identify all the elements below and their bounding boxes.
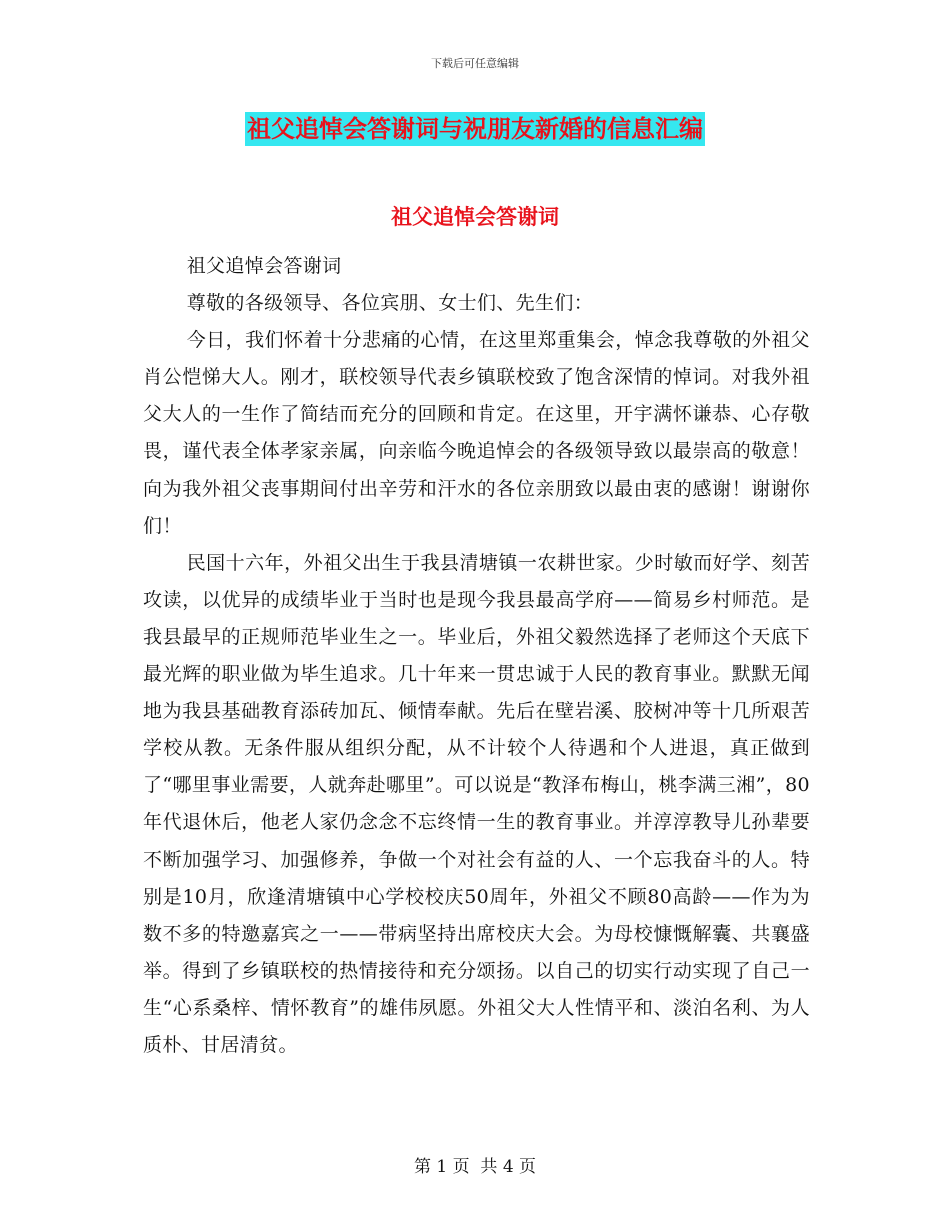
footer-prefix: 第 bbox=[413, 1157, 431, 1177]
section-title: 祖父追悼会答谢词 bbox=[391, 205, 559, 229]
header-note: 下载后可任意编辑 bbox=[431, 57, 519, 70]
main-title-container bbox=[0, 112, 950, 146]
footer-middle: 页 共 bbox=[452, 1157, 498, 1177]
body-paragraph: 尊敬的各级领导、各位宾朋、女士们、先生们： bbox=[186, 292, 594, 315]
footer-current-page: 1 bbox=[436, 1157, 448, 1177]
footer-suffix: 页 bbox=[519, 1157, 537, 1177]
body-paragraph: 今日，我们怀着十分悲痛的心情，在这里郑重集会，悼念我尊敬的外祖父肖公恺悌大人。刚才，联校领导代表乡镇联校致了饱含深情的悼词。对我外祖父大人的一生作了简结而充分的回顾和肯定。在这里，开宇满怀谦恭、心存敬畏，谨代表全体孝家亲属，向亲临今晚追悼会的各级领导致以最崇高的敬意！向为我外祖父丧事期间付出辛劳和汗水的各位亲朋致以最由衷的感谢！谢谢你们！ bbox=[143, 329, 810, 537]
main-title: 祖父追悼会答谢词与祝朋友新婚的信息汇编 bbox=[245, 112, 705, 146]
document-body bbox=[143, 248, 810, 1064]
footer-total-pages: 4 bbox=[502, 1157, 514, 1177]
body-paragraph: 民国十六年，外祖父出生于我县清塘镇一农耕世家。少时敏而好学、刻苦攻读，以优异的成绩毕业于当时也是现今我县最高学府——简易乡村师范。是我县最早的正规师范毕业生之一。毕业后，外祖父毅然选择了老师这个天底下最光辉的职业做为毕生追求。几十年来一贯忠诚于人民的教育事业。默默无闻地为我县基础教育添砖加瓦、倾情奉献。先后在壁岩溪、胶树冲等十几所艰苦学校从教。无条件服从组织分配，从不计较个人待遇和个人进退，真正做到了“哪里事业需要，人就奔赴哪里”。可以说是“教泽布梅山，桃李满三湘”，80年代退休后，他老人家仍念念不忘终情一生的教育事业。并淳淳教导儿孙辈要不断加强学习、加强修养，争做一个对社会有益的人、一个忘我奋斗的人。特别是10月，欣逢清塘镇中心学校校庆50周年，外祖父不顾80高龄——作为为数不多的特邀嘉宾之一——带病坚持出席校庆大会。为母校慷慨解囊、共襄盛举。得到了乡镇联校的热情接待和充分颂扬。以自己的切实行动实现了自己一生“心系桑梓、情怀教育”的雄伟夙愿。外祖父大人性情平和、淡泊名利、为人质朴、甘居清贫。 bbox=[143, 551, 810, 1056]
body-paragraph: 祖父追悼会答谢词 bbox=[186, 255, 342, 277]
page-footer bbox=[0, 1152, 950, 1177]
